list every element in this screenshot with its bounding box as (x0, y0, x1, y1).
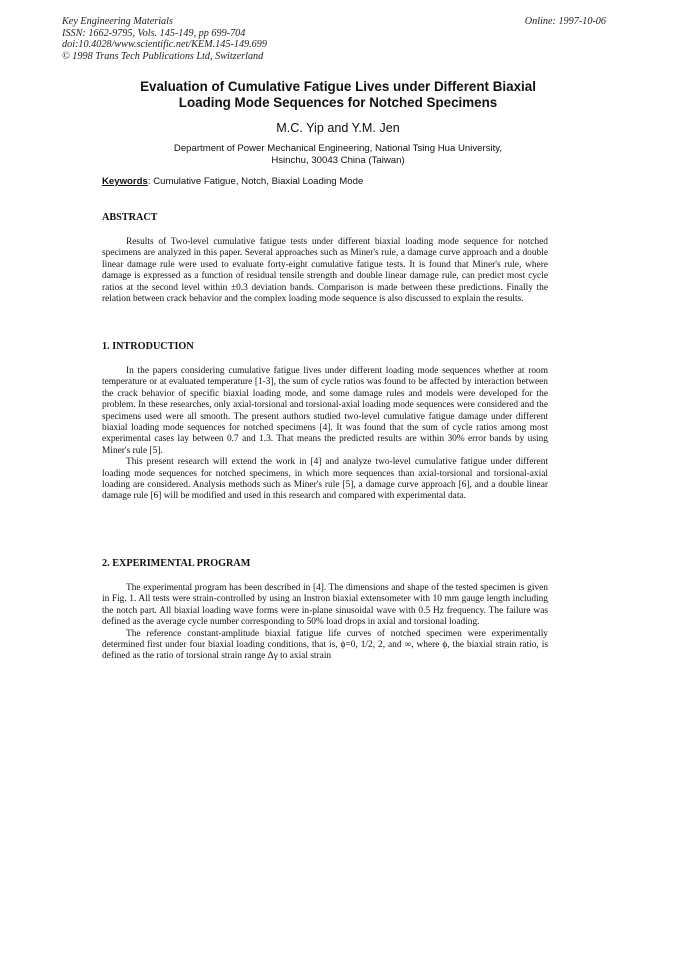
journal-header (62, 16, 267, 62)
paper-title (62, 79, 614, 111)
journal-name: Key Engineering Materials (62, 16, 173, 27)
experimental-paragraph: The experimental program has been described in [4]. The dimensions and shape of the tested specimen is given in Fig. 1. All tests were strain-controlled by using an Instron biaxial extensometer with 10 mm gauge length including the notch part. All biaxial loading wave forms were in-plane sinusoidal wave with 0.5 Hz frequency. The failure was defined as the average cycle number corresponding to 50% load drops in axial and torsional loading. (102, 583, 548, 628)
authors: M.C. Yip and Y.M. Jen (276, 121, 400, 135)
title-line-1: Evaluation of Cumulative Fatigue Lives under Different Biaxial (140, 79, 536, 94)
affiliation-line-2: Hsinchu, 30043 China (Taiwan) (271, 155, 405, 166)
experimental-paragraph: The reference constant-amplitude biaxial fatigue life curves of notched specimen were experimentally determined first under four biaxial loading conditions, that is, ϕ=0, 1/2, 2, and ∞, where ϕ, the biaxial strain ratio, is defined as the ratio of torsional strain range Δγ to axial strain (102, 628, 548, 662)
abstract-heading: ABSTRACT (102, 212, 158, 223)
keywords-value: : Cumulative Fatigue, Notch, Biaxial Loading Mode (147, 176, 364, 187)
affiliation (62, 143, 614, 167)
issn-line: ISSN: 1662-9795, Vols. 145-149, pp 699-704 (62, 27, 246, 39)
experimental-body (102, 583, 548, 663)
title-line-2: Loading Mode Sequences for Notched Specimens (178, 95, 498, 110)
affiliation-line-1: Department of Power Mechanical Engineering, National Tsing Hua University, (173, 143, 503, 154)
doi-link[interactable]: doi:10.4028/www.scientific.net/KEM.145-149.699 (62, 39, 267, 51)
introduction-body (102, 366, 548, 503)
online-date: Online: 1997-10-06 (524, 16, 606, 27)
introduction-paragraph: This present research will extend the work in [4] and analyze two-level cumulative fatigue under different loading mode sequences for notched specimens, in which more sequences than axial-torsional and torsional-axial loading are considered. Analysis methods such as Miner's rule [5], a damage curve approach [6], and a double linear damage rule [6] will be modified and used in this research and compared with experimental data. (102, 457, 548, 502)
experimental-heading: 2. EXPERIMENTAL PROGRAM (102, 558, 251, 569)
abstract-body (102, 237, 548, 305)
keywords-label: Keywords (102, 176, 148, 187)
abstract-text: Results of Two-level cumulative fatigue tests under different biaxial loading mode sequence for notched specimens are analyzed in this paper. Several approaches such as Miner's rule, a damage curve approach and a double linear damage rule were used to evaluate forty-eight cumulative fatigue tests. It is found that Miner's rule, where damage is expressed as a function of residual tensile strength and double linear damage rule, can predict most cycle ratios at the second level within ±0.3 deviation bands. Comparison is made between these predictions. Finally the relation between crack behavior and the complex loading mode sequence is also discussed to explain the results. (102, 237, 548, 305)
introduction-paragraph: In the papers considering cumulative fatigue lives under different loading mode sequences whether at room temperature or at evaluated temperature [1-3], the sum of cycle ratios was found to be affected by interaction between the crack behavior of specific biaxial loading mode, and some damage rules and models were developed for the problem. In these researches, only axial-torsional and torsional-axial loading mode sequences were considered and the specimens used were all smooth. The present authors studied two-level cumulative fatigue damage under different biaxial loading mode sequences for notched specimens [4]. It was found that the sum of cycle ratios among most experimental cases lay between 0.7 and 1.3. That means the predicted results are within 30% error bands by using Miner's rule [5]. (102, 366, 548, 456)
copyright-line: © 1998 Trans Tech Publications Ltd, Switzerland (62, 50, 264, 62)
keywords (102, 176, 363, 187)
introduction-heading: 1. INTRODUCTION (102, 341, 194, 352)
